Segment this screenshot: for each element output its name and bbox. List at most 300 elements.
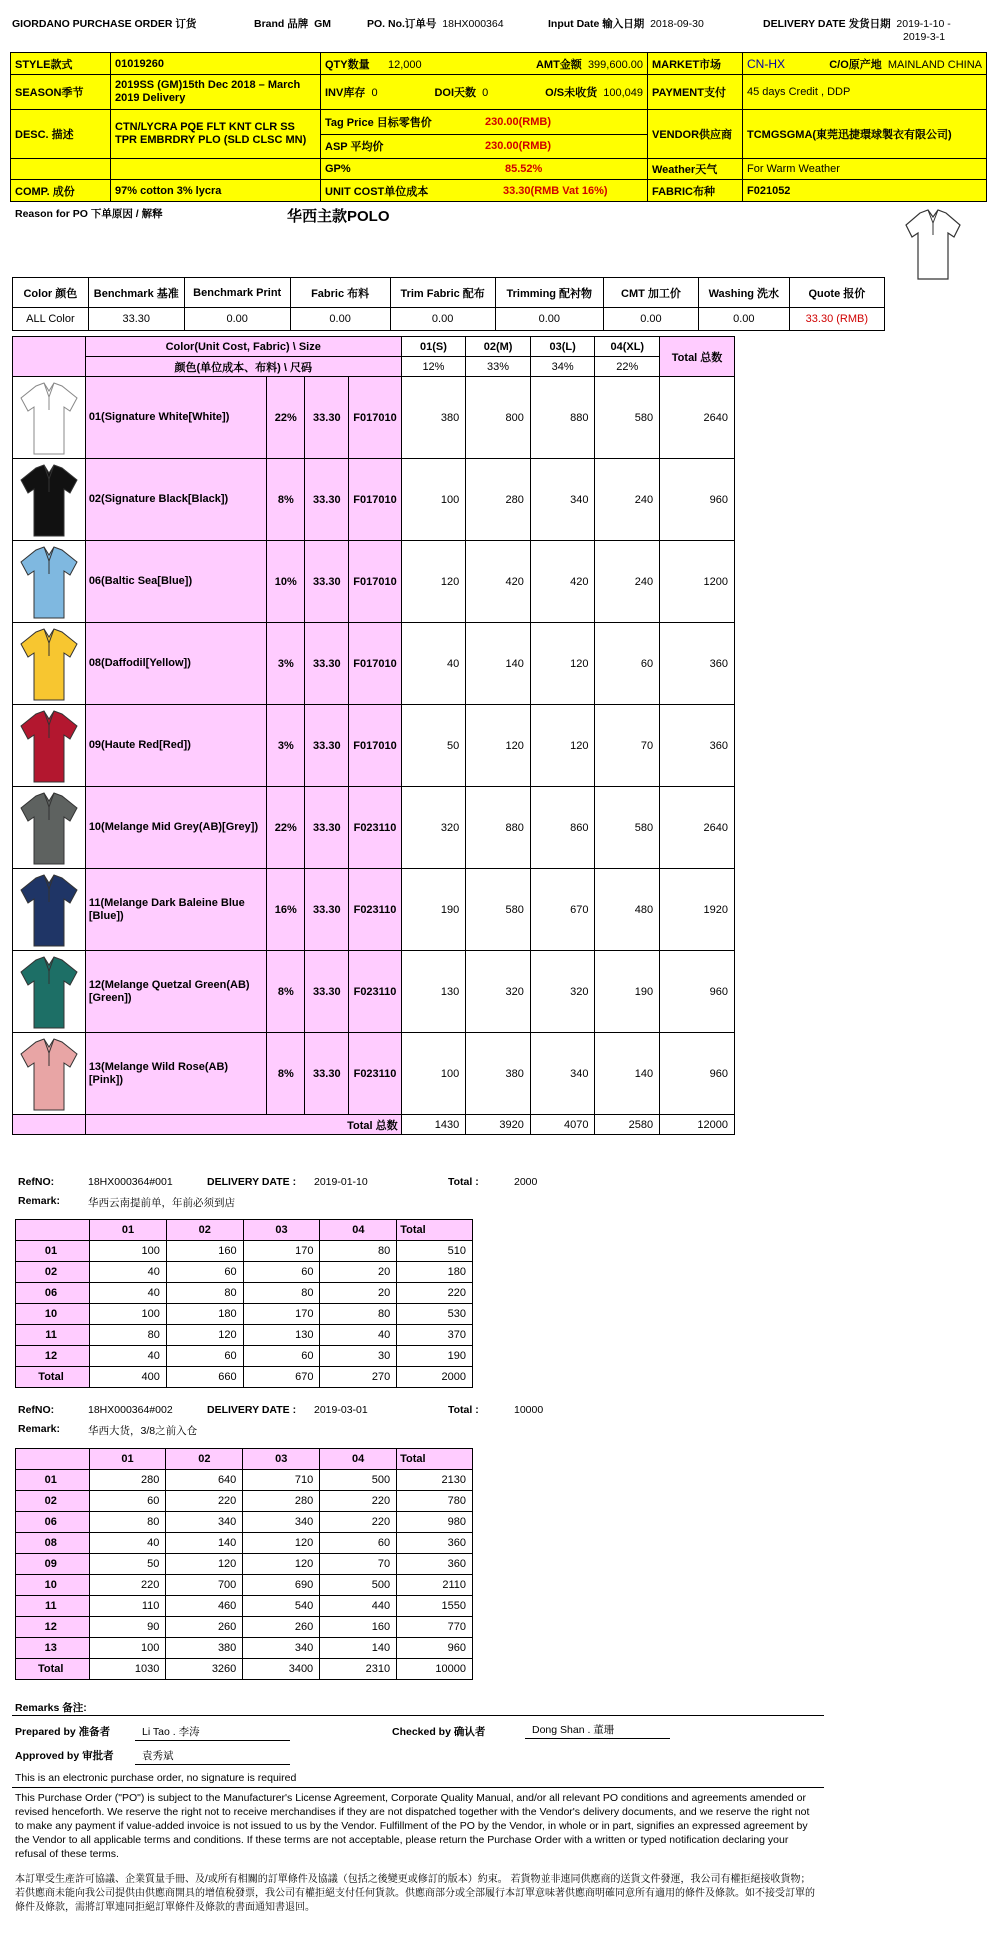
- ref-cell: 80: [90, 1325, 167, 1346]
- ref-row: [16, 1262, 473, 1283]
- ref-cell: 100: [90, 1304, 167, 1325]
- cost-value: 0.00: [495, 308, 603, 331]
- color-fabric: F017010: [349, 541, 401, 623]
- ref-cell: 400: [90, 1367, 167, 1388]
- ref1-remark: 华西云南提前单，年前必须到店: [88, 1197, 235, 1209]
- ref-row-label: 12: [16, 1617, 90, 1638]
- vendor-value: TCMGSGMA(東莞迅捷環球製衣有限公司): [747, 129, 952, 141]
- ref-row-label: 01: [16, 1470, 90, 1491]
- color-cost: 33.30: [305, 377, 349, 459]
- size-pct: 22%: [595, 357, 660, 377]
- qty-cell: 190: [401, 869, 466, 951]
- cost-value: 33.30 (RMB): [789, 308, 884, 331]
- size-pct: 33%: [466, 357, 531, 377]
- cost-value: 0.00: [184, 308, 290, 331]
- ref-row: [16, 1533, 473, 1554]
- ref-cell: 260: [243, 1617, 320, 1638]
- color-row: [13, 377, 735, 459]
- ref1-refno: 18HX000364#001: [88, 1176, 173, 1188]
- ref-row: [16, 1638, 473, 1659]
- qty-cell: 120: [530, 705, 595, 787]
- ref2-refno-label: RefNO:: [18, 1404, 55, 1416]
- fabric-value: F021052: [747, 184, 791, 197]
- color-name: 02(Signature Black[Black]): [85, 459, 267, 541]
- qty-cell: 140: [466, 623, 531, 705]
- size-header: 03(L): [530, 337, 595, 357]
- ref-cell: 980: [397, 1512, 473, 1533]
- ref-cell: 770: [397, 1617, 473, 1638]
- ref-row: [16, 1283, 473, 1304]
- ref-row: [16, 1304, 473, 1325]
- qty-cell: 480: [595, 869, 660, 951]
- qty-cell: 420: [530, 541, 595, 623]
- ref-cell: 130: [243, 1325, 320, 1346]
- row-total: 960: [660, 459, 735, 541]
- qty-cell: 580: [466, 869, 531, 951]
- ref-cell: 60: [166, 1346, 243, 1367]
- color-row: [13, 1033, 735, 1115]
- ref-cell: 2310: [320, 1659, 397, 1680]
- ref-row-label: 06: [16, 1283, 90, 1304]
- prepared-label: Prepared by 准备者: [15, 1726, 111, 1738]
- ref-cell: 40: [89, 1533, 166, 1554]
- ref-cell: 270: [320, 1367, 397, 1388]
- input-date: Input Date 输入日期 2018-09-30: [548, 17, 704, 30]
- ref-cell: 60: [243, 1262, 320, 1283]
- ref-cell: 60: [320, 1533, 397, 1554]
- ref-cell: 340: [243, 1512, 320, 1533]
- ref-cell: 80: [320, 1304, 397, 1325]
- qty-cell: 60: [595, 623, 660, 705]
- color-pct: 22%: [267, 377, 305, 459]
- unit-cost: UNIT COST单位成本 33.30(RMB Vat 16%): [321, 180, 648, 201]
- ref-row-label: Total: [16, 1659, 90, 1680]
- qty-cell: 580: [595, 787, 660, 869]
- ref-cell: 40: [320, 1325, 397, 1346]
- ref-row-label: 06: [16, 1512, 90, 1533]
- ref-cell: 1030: [89, 1659, 166, 1680]
- ref-cell: 160: [320, 1617, 397, 1638]
- ref1-total: 2000: [514, 1176, 538, 1188]
- ref-cell: 120: [243, 1533, 320, 1554]
- ref-cell: 100: [89, 1638, 166, 1659]
- size-header: 02(M): [466, 337, 531, 357]
- ref-cell: 2130: [397, 1470, 473, 1491]
- cost-value: 0.00: [698, 308, 789, 331]
- grand-total: 12000: [660, 1115, 735, 1135]
- cost-header: Fabric 布料: [290, 278, 390, 308]
- ref-row-label: Total: [16, 1367, 90, 1388]
- ref-col-header: 02: [166, 1220, 243, 1241]
- ref1-remark-label: Remark:: [18, 1195, 61, 1207]
- ref-cell: 170: [243, 1304, 320, 1325]
- color-name: 09(Haute Red[Red]): [85, 705, 267, 787]
- qty-cell: 320: [466, 951, 531, 1033]
- ref-cell: 700: [166, 1575, 243, 1596]
- ref-row-label: 02: [16, 1262, 90, 1283]
- color-cost: 33.30: [305, 1033, 349, 1115]
- ref-cell: 370: [397, 1325, 473, 1346]
- qty-cell: 340: [530, 459, 595, 541]
- po-number: PO. No.订单号 18HX000364: [367, 17, 504, 30]
- row-total: 2640: [660, 787, 735, 869]
- ref1-table: [15, 1219, 473, 1388]
- row-total: 360: [660, 623, 735, 705]
- blank-cell: [111, 159, 321, 179]
- ref-cell: 180: [397, 1262, 473, 1283]
- size-pct: 12%: [401, 357, 466, 377]
- ref-cell: 690: [243, 1575, 320, 1596]
- size-total: 3920: [466, 1115, 531, 1135]
- color-fabric: F023110: [349, 787, 401, 869]
- ref-cell: 60: [89, 1491, 166, 1512]
- ref-cell: 340: [166, 1512, 243, 1533]
- ref-cell: 220: [397, 1283, 473, 1304]
- ref-row-label: 01: [16, 1241, 90, 1262]
- ref-cell: 120: [243, 1554, 320, 1575]
- ref-col-header: [16, 1449, 90, 1470]
- cost-header: Benchmark 基准: [88, 278, 184, 308]
- qty-cell: 800: [466, 377, 531, 459]
- ref-cell: 660: [166, 1367, 243, 1388]
- ref-cell: 260: [166, 1617, 243, 1638]
- payment-label: PAYMENT支付: [648, 75, 743, 109]
- shirt-image: [13, 787, 86, 869]
- color-pct: 16%: [267, 869, 305, 951]
- ref-cell: 3400: [243, 1659, 320, 1680]
- cost-value: ALL Color: [13, 308, 89, 331]
- color-name: 01(Signature White[White]): [85, 377, 267, 459]
- ref2-total: 10000: [514, 1404, 544, 1416]
- qty-cell: 100: [401, 459, 466, 541]
- cost-header: Benchmark Print: [184, 278, 290, 308]
- color-pct: 8%: [267, 951, 305, 1033]
- approved-label: Approved by 审批者: [15, 1750, 114, 1762]
- color-cost: 33.30: [305, 951, 349, 1033]
- payment-value: 45 days Credit , DDP: [747, 86, 851, 98]
- weather-value: For Warm Weather: [747, 163, 840, 175]
- ref-cell: 80: [320, 1241, 397, 1262]
- signature-line: [525, 1738, 670, 1739]
- ref-cell: 340: [243, 1638, 320, 1659]
- color-name: 06(Baltic Sea[Blue]): [85, 541, 267, 623]
- ref-col-header: 04: [320, 1449, 397, 1470]
- electronic-note: This is an electronic purchase order, no signature is required: [15, 1772, 297, 1784]
- ref-cell: 280: [89, 1470, 166, 1491]
- approved-by: 袁秀斌: [142, 1750, 174, 1762]
- shirt-image: [13, 459, 86, 541]
- qty-cell: 50: [401, 705, 466, 787]
- size-header: 04(XL): [595, 337, 660, 357]
- ref2-table: [15, 1448, 473, 1680]
- ref-cell: 780: [397, 1491, 473, 1512]
- color-row: [13, 869, 735, 951]
- qty-cell: 670: [530, 869, 595, 951]
- row-total: 360: [660, 705, 735, 787]
- prepared-by: Li Tao . 李涛: [142, 1726, 200, 1738]
- color-row: [13, 459, 735, 541]
- cost-table: [12, 277, 885, 331]
- color-fabric: F023110: [349, 869, 401, 951]
- grand-total-label: Total 总数: [85, 1115, 401, 1135]
- ref-cell: 540: [243, 1596, 320, 1617]
- qty-cell: 380: [466, 1033, 531, 1115]
- style-sketch: [898, 205, 968, 288]
- qty-cell: 860: [530, 787, 595, 869]
- ref-row: [16, 1491, 473, 1512]
- ref-row-label: 10: [16, 1575, 90, 1596]
- po-header-grid: [10, 52, 987, 202]
- color-name: 10(Melange Mid Grey(AB)[Grey]): [85, 787, 267, 869]
- shirt-image: [13, 869, 86, 951]
- ref-cell: 40: [90, 1346, 167, 1367]
- ref-cell: 80: [243, 1283, 320, 1304]
- gp: GP% 85.52%: [321, 159, 648, 179]
- ref-col-header: Total: [397, 1220, 473, 1241]
- color-fabric: F023110: [349, 951, 401, 1033]
- weather-label: Weather天气: [648, 159, 743, 179]
- shirt-image: [13, 1033, 86, 1115]
- ref-col-header: 01: [89, 1449, 166, 1470]
- ref-row: [16, 1617, 473, 1638]
- reason-label: Reason for PO 下单原因 / 解释: [15, 208, 163, 220]
- qty-cell: 70: [595, 705, 660, 787]
- ref2-refno: 18HX000364#002: [88, 1404, 173, 1416]
- ref-cell: 220: [320, 1512, 397, 1533]
- ref2-total-label: Total :: [448, 1404, 479, 1416]
- ref-cell: 140: [320, 1638, 397, 1659]
- color-cost: 33.30: [305, 787, 349, 869]
- cost-value: 0.00: [290, 308, 390, 331]
- ref-cell: 710: [243, 1470, 320, 1491]
- blank-cell: [13, 1115, 86, 1135]
- color-cost: 33.30: [305, 459, 349, 541]
- ref-cell: 10000: [397, 1659, 473, 1680]
- color-pct: 22%: [267, 787, 305, 869]
- qty-cell: 580: [595, 377, 660, 459]
- ref-cell: 500: [320, 1470, 397, 1491]
- color-row: [13, 623, 735, 705]
- ref-cell: 360: [397, 1554, 473, 1575]
- color-cost: 33.30: [305, 869, 349, 951]
- ref-row-label: 02: [16, 1491, 90, 1512]
- blank-cell: [11, 159, 111, 179]
- style-value: 01019260: [111, 53, 321, 74]
- ref-cell: 120: [166, 1325, 243, 1346]
- cost-header: Trim Fabric 配布: [390, 278, 495, 308]
- delivery-date-end: 2019-3-1: [903, 31, 946, 43]
- ref-row: [16, 1596, 473, 1617]
- cost-value: 33.30: [88, 308, 184, 331]
- ref-cell: 180: [166, 1304, 243, 1325]
- vendor-label: VENDOR供应商: [648, 110, 743, 158]
- cost-header: Quote 报价: [789, 278, 884, 308]
- tag-asp: Tag Price 目标零售价 230.00(RMB) ASP 平均价 230.00(RMB): [321, 110, 648, 158]
- shirt-image: [13, 541, 86, 623]
- ref-cell: 160: [166, 1241, 243, 1262]
- ref-cell: 140: [166, 1533, 243, 1554]
- qty-cell: 120: [401, 541, 466, 623]
- ref1-refno-label: RefNO:: [18, 1176, 55, 1188]
- ref1-del-label: DELIVERY DATE :: [207, 1176, 297, 1188]
- season-label: SEASON季节: [11, 75, 111, 109]
- remarks-label: Remarks 备注:: [15, 1702, 87, 1714]
- ref-row: [16, 1367, 473, 1388]
- color-pct: 8%: [267, 1033, 305, 1115]
- ref-cell: 640: [166, 1470, 243, 1491]
- qty-cell: 280: [466, 459, 531, 541]
- market-label: MARKET市场: [648, 53, 743, 74]
- ref-cell: 530: [397, 1304, 473, 1325]
- signature-line: [135, 1764, 290, 1765]
- ref-row: [16, 1346, 473, 1367]
- qty-cell: 380: [401, 377, 466, 459]
- ref-col-header: 03: [243, 1220, 320, 1241]
- color-fabric: F023110: [349, 1033, 401, 1115]
- cost-header: CMT 加工价: [603, 278, 698, 308]
- ref-cell: 960: [397, 1638, 473, 1659]
- blank-cell: [13, 337, 86, 377]
- ref-cell: 110: [89, 1596, 166, 1617]
- reason-value: 华西主款POLO: [287, 208, 390, 225]
- ref-cell: 220: [89, 1575, 166, 1596]
- color-cost: 33.30: [305, 541, 349, 623]
- po-title: GIORDANO PURCHASE ORDER 订货: [12, 18, 197, 30]
- ref-row-label: 08: [16, 1533, 90, 1554]
- ref-cell: 380: [166, 1638, 243, 1659]
- cost-header: Trimming 配衬物: [495, 278, 603, 308]
- checked-label: Checked by 确认者: [392, 1726, 486, 1738]
- ref-cell: 190: [397, 1346, 473, 1367]
- ref-row-label: 12: [16, 1346, 90, 1367]
- color-pct: 3%: [267, 705, 305, 787]
- terms-english: This Purchase Order ("PO") is subject to the Manufacturer's License Agreement, Corporate Quality Manual, and/or all relevant PO conditions and agreements amended or revised henceforth. We reserve the right not to receive merchandises if they are not dispatched together with the Vendor's delivery documents, and we reserve the right not to make any payment if value-added invoice is not issued to us by the Vendor. Fulfillment of the PO by the Vendor, in whole or in part, signifies an expressed agreement by the Vendor to all applicable terms and conditions. If these terms are not acceptable, please return the Purchase Order with a written or typed notification declaring your refusal of these terms.: [15, 1792, 810, 1860]
- ref2-remark: 华西大货，3/8之前入仓: [88, 1425, 198, 1437]
- color-pct: 3%: [267, 623, 305, 705]
- color-pct: 8%: [267, 459, 305, 541]
- color-name: 12(Melange Quetzal Green(AB) [Green]): [85, 951, 267, 1033]
- shirt-image: [13, 705, 86, 787]
- season-value: 2019SS (GM)15th Dec 2018 – March 2019 Delivery: [111, 75, 321, 109]
- style-label: STYLE款式: [11, 53, 111, 74]
- ref-row: [16, 1659, 473, 1680]
- ref-cell: 500: [320, 1575, 397, 1596]
- ref2-del: 2019-03-01: [314, 1404, 368, 1416]
- qty-cell: 320: [530, 951, 595, 1033]
- ref-cell: 360: [397, 1533, 473, 1554]
- checked-by: Dong Shan . 董珊: [532, 1724, 615, 1736]
- color-cost: 33.30: [305, 623, 349, 705]
- ref-col-header: [16, 1220, 90, 1241]
- row-total: 1200: [660, 541, 735, 623]
- ref-row-label: 10: [16, 1304, 90, 1325]
- ref-cell: 80: [166, 1283, 243, 1304]
- color-row: [13, 787, 735, 869]
- qty-cell: 140: [595, 1033, 660, 1115]
- ref-cell: 60: [166, 1262, 243, 1283]
- color-fabric: F017010: [349, 459, 401, 541]
- qty-cell: 40: [401, 623, 466, 705]
- ref-cell: 80: [89, 1512, 166, 1533]
- ref-cell: 440: [320, 1596, 397, 1617]
- cost-value: 0.00: [390, 308, 495, 331]
- ref-cell: 3260: [166, 1659, 243, 1680]
- cost-header: Washing 洗水: [698, 278, 789, 308]
- row-total: 2640: [660, 377, 735, 459]
- qty-cell: 120: [466, 705, 531, 787]
- ref-col-header: 03: [243, 1449, 320, 1470]
- ref-cell: 220: [320, 1491, 397, 1512]
- ref-row-label: 11: [16, 1325, 90, 1346]
- qty-cell: 240: [595, 459, 660, 541]
- ref-row: [16, 1512, 473, 1533]
- ref-row-label: 09: [16, 1554, 90, 1575]
- qty-cell: 340: [530, 1033, 595, 1115]
- desc-value: CTN/LYCRA PQE FLT KNT CLR SS TPR EMBRDRY PLO (SLD CLSC MN): [111, 110, 321, 158]
- ref-cell: 280: [243, 1491, 320, 1512]
- ref-cell: 40: [90, 1283, 167, 1304]
- ref-row: [16, 1554, 473, 1575]
- size-breakdown-table: [12, 336, 735, 1135]
- comp-label: COMP. 成份: [11, 180, 111, 201]
- ref-col-header: 02: [166, 1449, 243, 1470]
- ref-cell: 40: [90, 1262, 167, 1283]
- ref2-del-label: DELIVERY DATE :: [207, 1404, 297, 1416]
- ref-cell: 120: [166, 1554, 243, 1575]
- shirt-image: [13, 623, 86, 705]
- qty-cell: 240: [595, 541, 660, 623]
- divider: [12, 1787, 824, 1788]
- ref-col-header: Total: [397, 1449, 473, 1470]
- color-fabric: F017010: [349, 377, 401, 459]
- ref-cell: 510: [397, 1241, 473, 1262]
- color-size-header: Color(Unit Cost, Fabric) \ Size: [85, 337, 401, 357]
- ref-row: [16, 1575, 473, 1596]
- ref-cell: 2000: [397, 1367, 473, 1388]
- ref1-total-label: Total :: [448, 1176, 479, 1188]
- qty-cell: 880: [530, 377, 595, 459]
- delivery-date: DELIVERY DATE 发货日期 2019-1-10 -: [763, 17, 951, 30]
- terms-chinese: 本訂單受生產許可協議、企業質量手冊、及/或所有相關的訂單條件及協議（包括之後變更或修訂的版本）約束。 若貨物並非連同供應商的送貨文件發運，我公司有權拒絕接收貨物；若供應商未能向我公司提供由供應商開具的增值稅發票，我公司有權拒絕支付任何貨款。供應商部分或全部履行本訂單意味著供應商明確同意所有適用的條件及條款。如不接受訂單的條件及條款，需將訂單連同拒絕訂單條件及條款的書面通知書退回。: [15, 1874, 815, 1913]
- color-size-header-cn: 颜色(单位成本、布料) \ 尺码: [85, 357, 401, 377]
- ref-cell: 100: [90, 1241, 167, 1262]
- row-total: 960: [660, 951, 735, 1033]
- size-total: 1430: [401, 1115, 466, 1135]
- color-pct: 10%: [267, 541, 305, 623]
- ref-cell: 170: [243, 1241, 320, 1262]
- shirt-image: [13, 377, 86, 459]
- color-fabric: F017010: [349, 623, 401, 705]
- color-name: 11(Melange Dark Baleine Blue [Blue]): [85, 869, 267, 951]
- size-total: 4070: [530, 1115, 595, 1135]
- ref-cell: 20: [320, 1283, 397, 1304]
- ref-cell: 2110: [397, 1575, 473, 1596]
- ref-cell: 70: [320, 1554, 397, 1575]
- qty-cell: 120: [530, 623, 595, 705]
- qty-cell: 880: [466, 787, 531, 869]
- size-pct: 34%: [530, 357, 595, 377]
- desc-label: DESC. 描述: [11, 110, 111, 158]
- ref1-del: 2019-01-10: [314, 1176, 368, 1188]
- ref-cell: 50: [89, 1554, 166, 1575]
- ref-row-label: 13: [16, 1638, 90, 1659]
- ref-cell: 220: [166, 1491, 243, 1512]
- ref-row: [16, 1325, 473, 1346]
- ref-cell: 1550: [397, 1596, 473, 1617]
- row-total: 1920: [660, 869, 735, 951]
- shirt-image: [13, 951, 86, 1033]
- qty-cell: 100: [401, 1033, 466, 1115]
